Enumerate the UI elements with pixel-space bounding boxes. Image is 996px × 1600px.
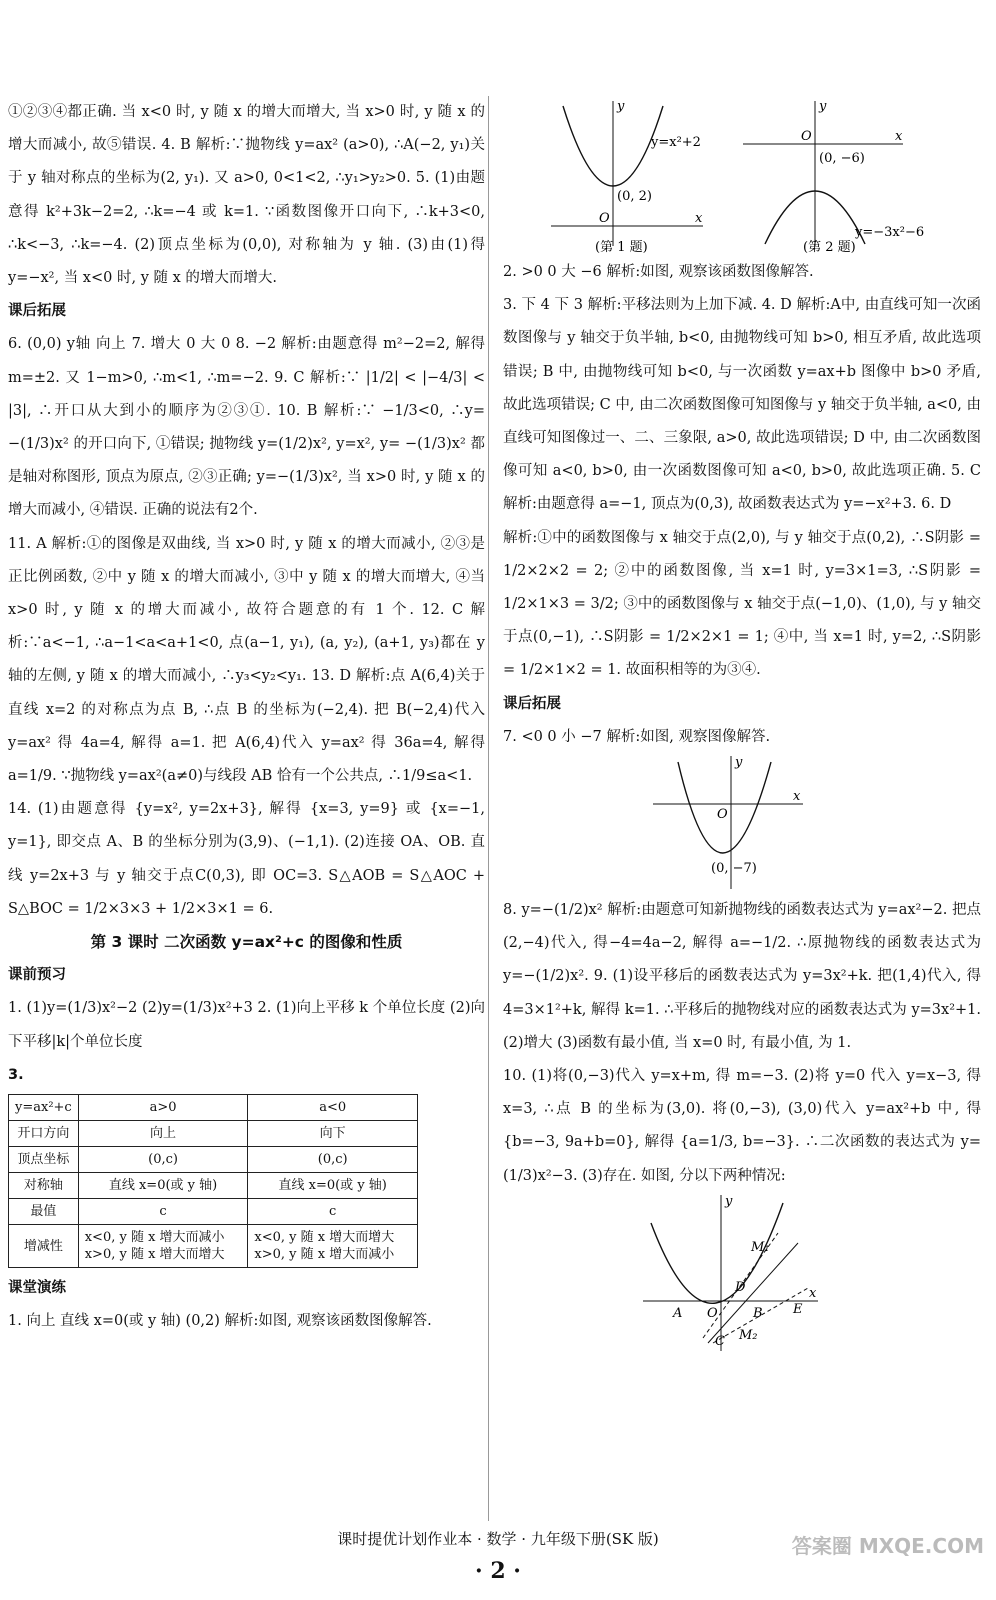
figure-7-svg [503,754,981,894]
curve-label: y=x²+2 [651,135,701,150]
table-cell: 向上 [78,1121,248,1147]
table-cell: (0,c) [248,1147,418,1173]
table-cell: 顶点坐标 [9,1147,79,1173]
table-cell: 直线 x=0(或 y 轴) [248,1173,418,1199]
table-cell: x<0, y 随 x 增大而减小 x>0, y 随 x 增大而增大 [78,1225,248,1268]
table-row [9,1147,418,1173]
table-cell: x<0, y 随 x 增大而增大 x>0, y 随 x 增大而减小 [248,1225,418,1268]
table-cell: c [78,1199,248,1225]
point-m2-label: M₂ [739,1327,758,1343]
right-column [503,96,981,1353]
figure-caption: (第 1 题) [595,240,648,255]
table-row [9,1225,418,1268]
table-cell: 开口方向 [9,1121,79,1147]
table-cell: 向下 [248,1121,418,1147]
figure-10-svg [503,1193,981,1353]
paragraph: 1. 向上 直线 x=0(或 y 轴) (0,2) 解析:如图, 观察该函数图像解答. [8,1313,432,1330]
x-label: x [895,129,903,144]
paragraph: 6. (0,0) y轴 向上 7. 增大 0 大 0 8. −2 解析:由题意得 m²−2=2, 解得 m=±2. 又 1−m>0, ∴m<1, ∴m=−2. 9. C 解析:∵ |1/2| < |−4/3| < |3|, ∴开口从大到小的顺序为②③①. 10. B 解析:∵ −1/3<0, ∴y= −(1/3)x² 的开口向下, ①错误; 抛物线 y=(1/2)x², y=x², y= −(1/3)x² 都是轴对称图形, 顶点为原点, ②③正确; y=−(1/3)x², 当 x>0 时, y 随 x 的增大而减小, ④错误. 正确的说法有2个. [8,336,485,519]
heading-class-practice: 课堂演练 [8,1280,66,1297]
y-label: y [735,755,743,771]
table-cell: 最值 [9,1199,79,1225]
table-cell: 对称轴 [9,1173,79,1199]
paragraph: 1. (1)y=(1/3)x²−2 (2)y=(1/3)x²+3 2. (1)向上平移 k 个单位长度 (2)向下平移|k|个单位长度 [8,1000,485,1050]
table-cell: y=ax²+c [9,1095,79,1121]
heading-after-class: 课后拓展 [8,303,66,320]
paragraph: 3. 下 4 下 3 解析:平移法则为上加下减. 4. D 解析:A中, 由直线可知一次函数图像与 y 轴交于负半轴, b<0, 由抛物线可知 b>0, 相互矛盾, 故此选项错误; B 中, 由抛物线可知 b<0, 与一次函数 y=ax+b 图像中 b>0 矛盾, 故此选项错误; C 中, 由二次函数图像可知图像与 y 轴交于负半轴, a<0, 由直线可知图像过一、二、三象限, a>0, 故此选项错误; D 中, 由二次函数图像可知 a<0, b>0, 由一次函数图像可知 a<0, b>0, 故此选项正确. 5. C 解析:由题意得 a=−1, 顶点为(0,3), 故函数表达式为 y=−x²+3. 6. D [503,297,981,513]
table-cell: a>0 [78,1095,248,1121]
table-row [9,1199,418,1225]
figure-caption: (第 2 题) [803,240,856,255]
paragraph: 2. >0 0 大 −6 解析:如图, 观察该函数图像解答. [503,264,814,280]
paragraph: 11. A 解析:①的图像是双曲线, 当 x>0 时, y 随 x 的增大而减小, ②③是正比例函数, ②中 y 随 x 的增大而减小, ③中 y 随 x 的增大而增大, ④当 x>0 时, y 随 x 的增大而减小, 故符合题意的有 1 个. 12. C 解析:∵a<−1, ∴a−1<a<a+1<0, 点(a−1, y₁), (a, y₂), (a+1, y₃)都在 y 轴的左侧, y 随 x 的增大而减小, ∴y₃<y₂<y₁. 13. D 解析:点 A(6,4)关于直线 x=2 的对称点为点 B, ∴点 B 的坐标为(−2,4). 把 B(−2,4)代入 y=ax² 得 4a=4, 解得 a=1. 把 A(6,4)代入 y=ax² 得 36a=4, 解得 a=1/9. ∵抛物线 y=ax²(a≠0)与线段 AB 恰有一个公共点, ∴1/9≤a<1. [8,535,485,785]
left-column [8,96,485,1339]
table-cell: 增减性 [9,1225,79,1268]
table-cell: (0,c) [78,1147,248,1173]
figure-1-2-svg [503,96,981,256]
paragraph: 7. <0 0 小 −7 解析:如图, 观察图像解答. [503,728,771,745]
table-row [9,1095,418,1121]
column-divider [488,96,489,1521]
table-row [9,1121,418,1147]
paragraph: 14. (1)由题意得 {y=x², y=2x+3}, 解得 {x=3, y=9} 或 {x=−1, y=1}, 即交点 A、B 的坐标分别为(3,9)、(−1,1). (2)连接 OA、OB. 直线 y=2x+3 与 y 轴交于点C(0,3), 即 OC=3. S△AOB = S△AOC + S△BOC = 1/2×3×3 + 1/2×3×1 = 6. [8,801,485,917]
point-m1-label: M₁ [751,1239,770,1255]
paragraph: 8. y=−(1/2)x² 解析:由题意可知新抛物线的函数表达式为 y=ax²−2. 把点(2,−4)代入, 得−4=4a−2, 解得 a=−1/2. ∴原抛物线的函数表达式为 y=−(1/2)x². 9. (1)设平移后的函数表达式为 y=3x²+k. 把(1,4)代入, 得 4=3×1²+k, 解得 k=1. ∴平移后的抛物线对应的函数表达式为 y=3x²+1. (2)增大 (3)函数有最小值, 当 x=0 时, 有最小值, 为 1. [503,902,981,1051]
point-c-label: C [715,1333,725,1349]
point-d-label: D [735,1279,746,1295]
curve-label: y=−3x²−6 [855,225,925,240]
heading-after-class: 课后拓展 [503,695,561,712]
y-label: y [819,99,827,114]
paragraph: ①②③④都正确. 当 x<0 时, y 随 x 的增大而增大, 当 x>0 时, y 随 x 的增大而减小, 故⑤错误. 4. B 解析:∵抛物线 y=ax² (a>0), ∴A(−2, y₁)关于 y 轴对称点的坐标为(2, y₁). 又 a>0, 0<1<2, ∴y₁>y₂>0. 5. (1)由题意得 k²+3k−2=2, ∴k=−4 或 k=1. ∵函数图像开口向下, ∴k+3<0, ∴k<−3, ∴k=−4. (2)顶点坐标为(0,0), 对称轴为 y 轴. (3)由(1)得 y=−x², 当 x<0 时, y 随 x 的增大而增大. [8,104,485,287]
y-label: y [725,1193,733,1209]
point-b-label: B [753,1305,763,1321]
x-label: x [695,211,703,226]
table-row [9,1173,418,1199]
origin-label: O [707,1305,718,1321]
book-title-footer: 课时提优计划作业本 · 数学 · 九年级下册(SK 版) [337,1530,659,1548]
vertex-label: (0, −7) [711,861,757,877]
figure-1 [551,99,703,255]
properties-table [8,1094,418,1268]
point-a-label: A [673,1305,683,1321]
x-label: x [793,789,801,805]
figure-2 [743,99,924,255]
watermark-logo: 答案圈 MXQE.COM [791,1534,984,1558]
figure-7 [503,754,981,894]
vertex-label: (0, 2) [617,189,652,204]
table-cell: a<0 [248,1095,418,1121]
figure-10 [503,1193,981,1353]
y-label: y [617,99,625,114]
table-cell: c [248,1199,418,1225]
origin-label: O [801,129,812,144]
figures-1-2 [503,96,981,256]
table-cell: 直线 x=0(或 y 轴) [78,1173,248,1199]
paragraph: 解析:①中的函数图像与 x 轴交于点(2,0), 与 y 轴交于点(0,2), ∴S阴影 = 1/2×2×2 = 2; ②中的函数图像, 当 x=1 时, y=3×1=3, ∴S阴影 = 1/2×1×3 = 3/2; ③中的函数图像与 x 轴交于点(−1,0)、(1,0), 与 y 轴交于点(0,−1), ∴S阴影 = 1/2×2×1 = 1; ④中, 当 x=1 时, y=2, ∴S阴影 = 1/2×1×2 = 1. 故面积相等的为③④. [503,529,981,679]
vertex-label: (0, −6) [819,151,865,166]
paragraph: 10. (1)将(0,−3)代入 y=x+m, 得 m=−3. (2)将 y=0 代入 y=x−3, 得 x=3, ∴点 B 的坐标为(3,0). 将(0,−3), (3,0)代入 y=ax²+b 中, 得 {b=−3, 9a+b=0}, 解得 {a=1/3, b=−3}. ∴二次函数的表达式为 y=(1/3)x²−3. (3)存在. 如图, 分以下两种情况: [503,1068,981,1184]
page-number: · 2 · [475,1558,521,1584]
origin-label: O [599,211,610,226]
section-title: 第 3 课时 二次函数 y=ax²+c 的图像和性质 [90,933,403,952]
x-label: x [809,1285,817,1301]
question-3-label: 3. [8,1066,24,1083]
origin-label: O [717,807,728,823]
point-e-label: E [793,1301,803,1317]
heading-preview: 课前预习 [8,967,66,984]
